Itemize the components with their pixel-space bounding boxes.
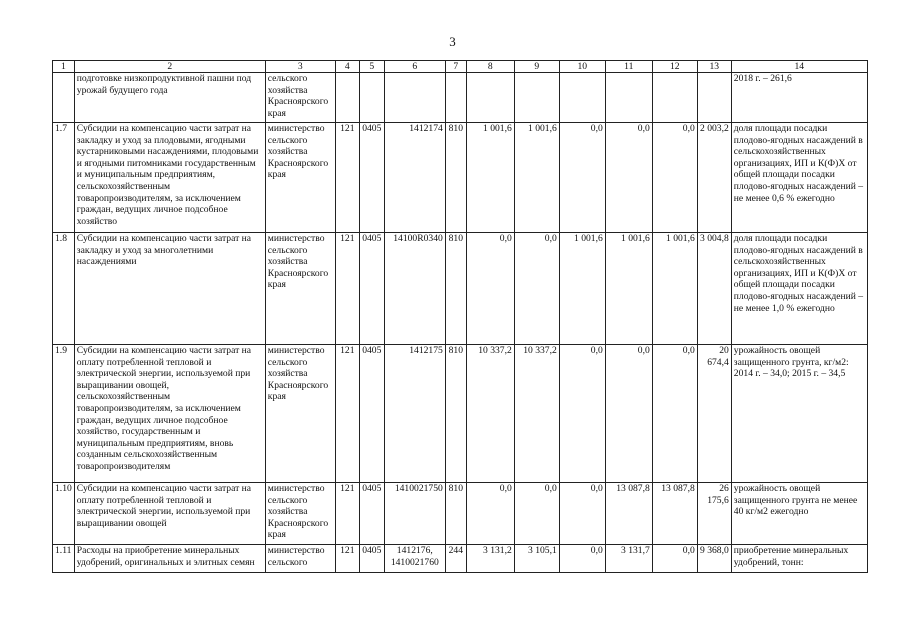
expense-type (445, 73, 466, 123)
amount-col8 (466, 73, 514, 123)
row-number (53, 73, 75, 123)
header-cell: 2 (74, 61, 265, 73)
amount-total: 26 175,6 (697, 483, 731, 545)
responsible-org: министерство сельского хозяйства Красноярского края (265, 123, 335, 233)
amount-col11: 0,0 (605, 123, 652, 233)
amount-col8: 10 337,2 (466, 345, 514, 483)
amount-col9 (514, 73, 559, 123)
header-cell: 3 (265, 61, 335, 73)
amount-col9: 1 001,6 (514, 123, 559, 233)
expense-type: 810 (445, 483, 466, 545)
grbs-code (335, 73, 359, 123)
expense-type: 810 (445, 345, 466, 483)
measure-name: Расходы на приобретение минеральных удобрений, оригинальных и элитных семян (74, 545, 265, 573)
row-number: 1.11 (53, 545, 75, 573)
grbs-code: 121 (335, 483, 359, 545)
header-cell: 9 (514, 61, 559, 73)
amount-col12 (652, 73, 697, 123)
amount-col11: 3 131,7 (605, 545, 652, 573)
amount-col11: 13 087,8 (605, 483, 652, 545)
responsible-org: министерство сельского (265, 545, 335, 573)
amount-col11: 0,0 (605, 345, 652, 483)
amount-col12: 13 087,8 (652, 483, 697, 545)
header-cell: 11 (605, 61, 652, 73)
target-code: 14100R0340 (384, 233, 445, 345)
grbs-code: 121 (335, 345, 359, 483)
target-code: 1410021750 (384, 483, 445, 545)
table-row (53, 483, 868, 545)
amount-col12: 0,0 (652, 345, 697, 483)
target-code (384, 73, 445, 123)
expected-result: приобретение минеральных удобрений, тонн: (731, 545, 867, 573)
header-cell: 12 (652, 61, 697, 73)
table-row (53, 123, 868, 233)
amount-total: 9 368,0 (697, 545, 731, 573)
amount-col11: 1 001,6 (605, 233, 652, 345)
row-number: 1.7 (53, 123, 75, 233)
expense-type: 244 (445, 545, 466, 573)
amount-col8: 0,0 (466, 233, 514, 345)
program-table (52, 60, 868, 573)
amount-col9: 3 105,1 (514, 545, 559, 573)
amount-col10: 0,0 (559, 545, 605, 573)
amount-col8: 1 001,6 (466, 123, 514, 233)
amount-col9: 0,0 (514, 483, 559, 545)
responsible-org: министерство сельского хозяйства Красноярского края (265, 345, 335, 483)
table-row (53, 345, 868, 483)
measure-name: Субсидии на компенсацию части затрат на оплату потребленной тепловой и электрической энергии, используемой при выращивании овощей, сельскохозяйственным товаропроизводителям, за исключением граждан, ведущих личное подсобное хозяйство, государственным и муниципальным предприятиям, вновь созданным сельскохозяйственным товаропроизводителям (74, 345, 265, 483)
amount-col10: 0,0 (559, 345, 605, 483)
responsible-org: министерство сельского хозяйства Красноярского края (265, 233, 335, 345)
expense-type: 810 (445, 233, 466, 345)
amount-col9: 0,0 (514, 233, 559, 345)
grbs-code: 121 (335, 233, 359, 345)
amount-col10: 0,0 (559, 483, 605, 545)
amount-col10 (559, 73, 605, 123)
table-row (53, 233, 868, 345)
amount-col12: 0,0 (652, 545, 697, 573)
measure-name: Субсидии на компенсацию части затрат на закладку и уход за многолетними насаждениями (74, 233, 265, 345)
row-number: 1.10 (53, 483, 75, 545)
header-cell: 6 (384, 61, 445, 73)
header-row (53, 61, 868, 73)
amount-col12: 1 001,6 (652, 233, 697, 345)
header-cell: 13 (697, 61, 731, 73)
measure-name: подготовке низкопродуктивной пашни под урожай будущего года (74, 73, 265, 123)
target-code: 1412176, 1410021760 (384, 545, 445, 573)
grbs-code: 121 (335, 123, 359, 233)
header-cell: 14 (731, 61, 867, 73)
amount-total (697, 73, 731, 123)
amount-col11 (605, 73, 652, 123)
responsible-org: сельского хозяйства Красноярского края (265, 73, 335, 123)
header-cell: 8 (466, 61, 514, 73)
measure-name: Субсидии на компенсацию части затрат на оплату потребленной тепловой и электрической энергии, используемой при выращивании овощей (74, 483, 265, 545)
target-code: 1412174 (384, 123, 445, 233)
expense-type: 810 (445, 123, 466, 233)
amount-total: 3 004,8 (697, 233, 731, 345)
table-row (53, 545, 868, 573)
amount-total: 20 674,4 (697, 345, 731, 483)
table-row (53, 73, 868, 123)
amount-col8: 3 131,2 (466, 545, 514, 573)
responsible-org: министерство сельского хозяйства Красноярского края (265, 483, 335, 545)
section-code: 0405 (359, 233, 384, 345)
header-cell: 10 (559, 61, 605, 73)
section-code: 0405 (359, 483, 384, 545)
amount-col10: 0,0 (559, 123, 605, 233)
expected-result: урожайность овощей защищенного грунта, кг/м2: 2014 г. – 34,0; 2015 г. – 34,5 (731, 345, 867, 483)
grbs-code: 121 (335, 545, 359, 573)
amount-col9: 10 337,2 (514, 345, 559, 483)
header-cell: 1 (53, 61, 75, 73)
amount-col10: 1 001,6 (559, 233, 605, 345)
row-number: 1.9 (53, 345, 75, 483)
header-cell: 4 (335, 61, 359, 73)
section-code: 0405 (359, 345, 384, 483)
header-cell: 5 (359, 61, 384, 73)
target-code: 1412175 (384, 345, 445, 483)
measure-name: Субсидии на компенсацию части затрат на закладку и уход за плодовыми, ягодными кустарниковыми насаждениями, плодовыми и ягодными питомниками государственным и муниципальным предприятиям, сельскохозяйственным товаропроизводителям, за исключением граждан, ведущих личное подсобное хозяйство (74, 123, 265, 233)
amount-col12: 0,0 (652, 123, 697, 233)
section-code: 0405 (359, 123, 384, 233)
row-number: 1.8 (53, 233, 75, 345)
amount-col8: 0,0 (466, 483, 514, 545)
amount-total: 2 003,2 (697, 123, 731, 233)
section-code: 0405 (359, 545, 384, 573)
section-code (359, 73, 384, 123)
expected-result: доля площади посадки плодово-ягодных насаждений в сельскохозяйственных организациях, ИП и К(Ф)Х от общей площади посадки плодово-ягодных насаждений – не менее 0,6 % ежегодно (731, 123, 867, 233)
expected-result: урожайность овощей защищенного грунта не менее 40 кг/м2 ежегодно (731, 483, 867, 545)
expected-result: доля площади посадки плодово-ягодных насаждений в сельскохозяйственных организациях, ИП и К(Ф)Х от общей площади посадки плодово-ягодных насаждений – не менее 1,0 % ежегодно (731, 233, 867, 345)
expected-result: 2018 г. – 261,6 (731, 73, 867, 123)
header-cell: 7 (445, 61, 466, 73)
page-number: 3 (449, 34, 456, 49)
